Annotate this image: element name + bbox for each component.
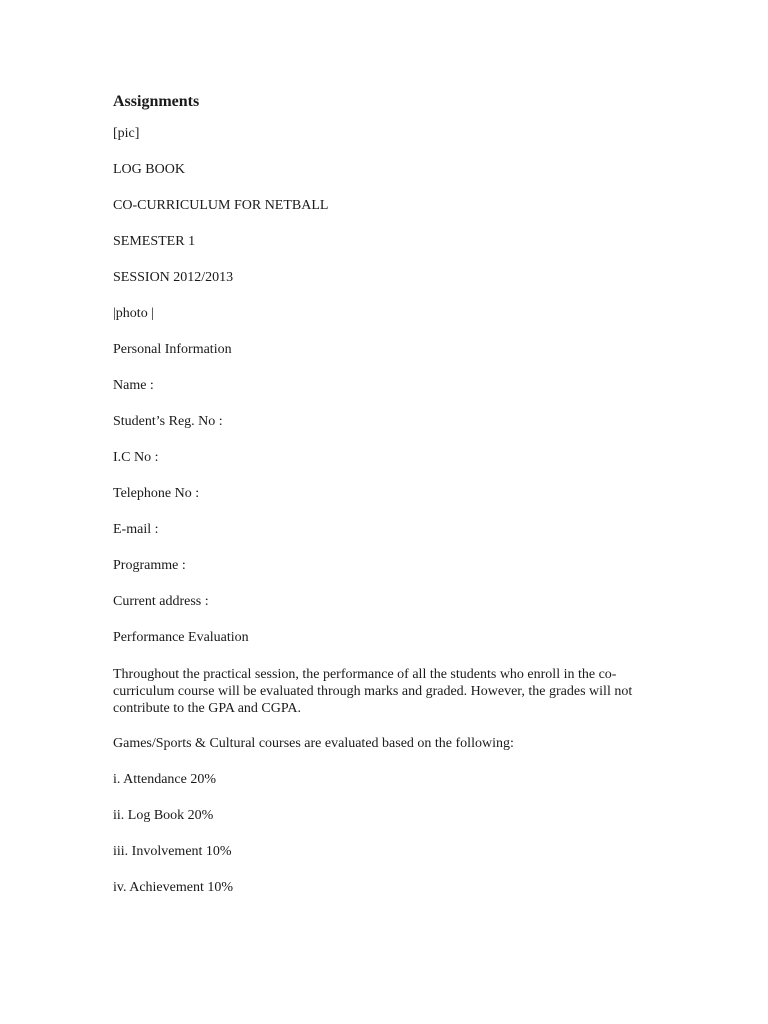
- name-field-label: Name :: [113, 378, 154, 393]
- personal-information-heading: Personal Information: [113, 342, 232, 357]
- email-field-label: E-mail :: [113, 522, 159, 537]
- session-line: SESSION 2012/2013: [113, 270, 234, 285]
- criteria-item-log-book: ii. Log Book 20%: [113, 808, 214, 823]
- evaluation-paragraph: Throughout the practical session, the performance of all the students who enroll in the co-curriculum course will be evaluated through marks and graded. However, the grades will not contribute to the GPA and CGPA.: [113, 667, 633, 716]
- criteria-item-achievement: iv. Achievement 10%: [113, 880, 234, 895]
- log-book-heading: LOG BOOK: [113, 162, 185, 177]
- telephone-field-label: Telephone No :: [113, 486, 200, 501]
- ic-no-field-label: I.C No :: [113, 450, 159, 465]
- criteria-item-involvement: iii. Involvement 10%: [113, 844, 232, 859]
- programme-field-label: Programme :: [113, 558, 186, 573]
- performance-evaluation-heading: Performance Evaluation: [113, 630, 249, 645]
- course-heading: CO-CURRICULUM FOR NETBALL: [113, 198, 329, 213]
- pic-placeholder: [pic]: [113, 126, 140, 141]
- current-address-field-label: Current address :: [113, 594, 209, 609]
- photo-placeholder: |photo |: [113, 306, 154, 321]
- document-title: Assignments: [113, 93, 200, 110]
- semester-line: SEMESTER 1: [113, 234, 196, 249]
- reg-no-field-label: Student’s Reg. No :: [113, 414, 223, 429]
- criteria-item-attendance: i. Attendance 20%: [113, 772, 217, 787]
- criteria-intro: Games/Sports & Cultural courses are evaluated based on the following:: [113, 736, 514, 751]
- document-page: [113, 92, 658, 916]
